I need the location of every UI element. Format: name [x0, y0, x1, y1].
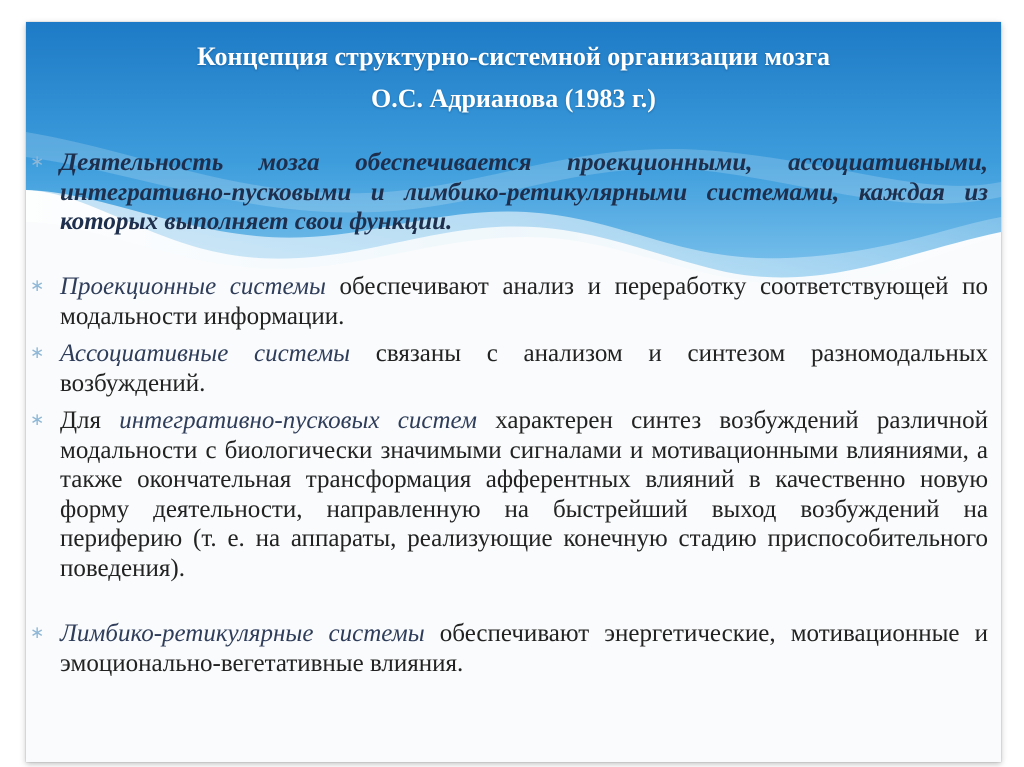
- item-rest-text: обеспечивают энергетические, мотивационные и эмоционально-вегетативные влияния.: [60, 620, 989, 677]
- term-emphasis: Лимбико-ретикулярные системы: [60, 620, 425, 647]
- bullet-star-icon: ∗: [30, 623, 45, 643]
- title-line-2: О.С. Адрианова (1983 г.): [371, 84, 656, 113]
- term-emphasis: интегративно-пусковых систем: [119, 407, 477, 434]
- bullet-star-icon: ∗: [30, 276, 45, 296]
- item-rest-text: характерен синтез возбуждений различной модальности с биологически значимыми сигналами и мотивационными влияниями, а также окончательная трансформация афферентных влияний в качественно новую форму деятельности, направленную на быстрейший выход возбуждений на периферию (т. е. на аппараты, реализующие конечную стадию приспособительного поведения).: [60, 407, 989, 582]
- item-pre-text: Для: [60, 407, 120, 434]
- list-item-text: Деятельность мозга обеспечивается проекционными, ассоциативными, интегративно-пусковыми и лимбико-ретикулярными системами, каждая из которых выполняет свои функции.: [60, 149, 988, 235]
- bullet-star-icon: ∗: [30, 343, 45, 363]
- bullet-star-icon: ∗: [30, 152, 45, 172]
- item-rest-text: обеспечивают анализ и переработку соответствующей по модальности информации.: [60, 273, 988, 330]
- slide-card: [26, 22, 1001, 762]
- list-item-text: [60, 272, 988, 331]
- item-rest-text: связаны с анализом и синтезом разномодальных возбуждений.: [60, 340, 989, 397]
- bullet-star-icon: ∗: [30, 410, 45, 430]
- term-emphasis: Проекционные системы: [60, 273, 326, 300]
- slide-title: [66, 36, 961, 120]
- list-item-text: [60, 339, 988, 398]
- list-item-text: [60, 406, 988, 583]
- list-item-text: [60, 619, 988, 678]
- title-line-1: Концепция структурно-системной организации мозга: [196, 42, 831, 71]
- term-emphasis: Ассоциативные системы: [60, 340, 351, 367]
